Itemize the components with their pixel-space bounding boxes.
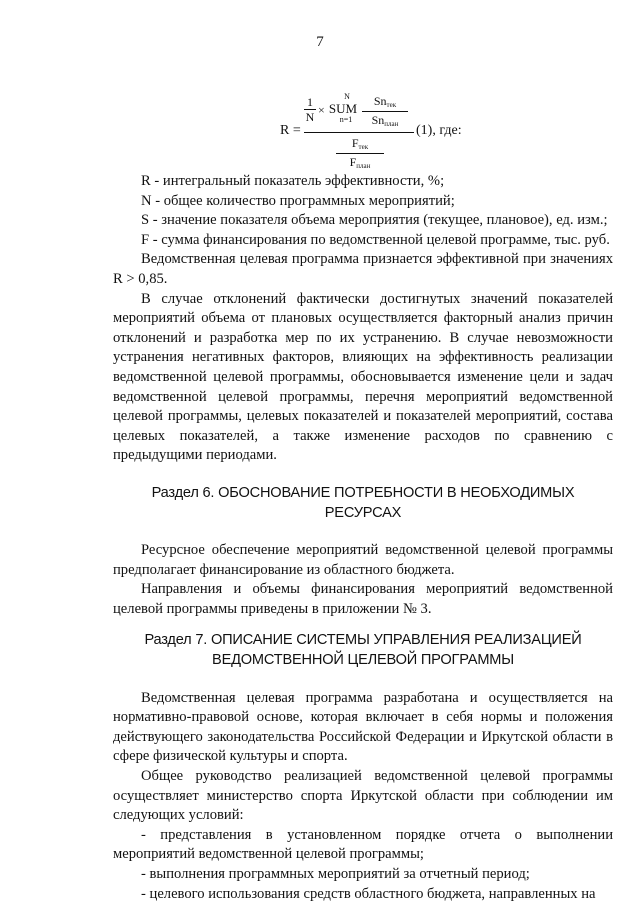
section-6-title: Раздел 6. ОБОСНОВАНИЕ ПОТРЕБНОСТИ В НЕОБХОДИМЫХ РЕСУРСАХ bbox=[151, 484, 575, 521]
definition-f: F - сумма финансирования по ведомственной целевой программе, тыс. руб. bbox=[141, 231, 610, 248]
formula-sum: N SUM n=1 bbox=[328, 92, 358, 124]
list-item: - целевого использования средств областного бюджета, направленных на bbox=[141, 885, 596, 902]
formula-lhs: R = bbox=[280, 123, 301, 138]
definition-n: N - общее количество программных мероприятий; bbox=[141, 192, 455, 209]
section-6-paragraph-1: Ресурсное обеспечение мероприятий ведомственной целевой программы предполагает финансирование из областного бюджета. bbox=[113, 542, 613, 578]
formula-main-fraction bbox=[304, 92, 414, 172]
formula-sn-fraction: $Sn_{тек}$ $Sn_{план}$ bbox=[362, 95, 408, 128]
formula-times: × bbox=[318, 103, 325, 117]
section-7-title: Раздел 7. ОПИСАНИЕ СИСТЕМЫ УПРАВЛЕНИЯ РЕАЛИЗАЦИЕЙ ВЕДОМСТВЕННОЙ ЦЕЛЕВОЙ ПРОГРАММЫ bbox=[144, 632, 582, 669]
definition-r: R - интегральный показатель эффективности, %; bbox=[141, 173, 445, 189]
body-text bbox=[113, 172, 613, 904]
paragraph-effective: Ведомственная целевая программа признается эффективной при значениях R > 0,85. bbox=[113, 251, 613, 287]
section-6-paragraph-2: Направления и объемы финансирования мероприятий ведомственной целевой программы приведены в приложении № 3. bbox=[113, 581, 613, 617]
formula-one-over-n: 1 N bbox=[305, 95, 315, 124]
paragraph-deviation: В случае отклонений фактически достигнутых значений показателей мероприятий объема от плановых осуществляется факторный анализ причин отклонений и разработка мер по их устранению. В случае невозможности устранения негативных факторов, влияющих на эффективность реализации ведомственной целевой программы, обосновывается изменение цели и задач ведомственной целевой программы, перечня мероприятий ведомственной целевой программы, целевых показателей и показателей мероприятий, состава целевых показателей, а также изменение расходов по сравнению с предыдущими периодами. bbox=[113, 290, 613, 464]
formula-fraction-line bbox=[304, 132, 414, 133]
list-item: - представления в установленном порядке отчета о выполнении мероприятий ведомственной целевой программы; bbox=[113, 826, 613, 863]
definition-s: S - значение показателя объема мероприятия (текущее, плановое), ед. изм.; bbox=[141, 212, 608, 229]
list-item: - выполнения программных мероприятий за отчетный период; bbox=[141, 866, 530, 882]
formula-denominator: $F_{тек}$ $F_{план}$ bbox=[330, 137, 390, 170]
formula-rhs: (1), где: bbox=[416, 123, 462, 138]
section-7-paragraph-2: Общее руководство реализацией ведомственной целевой программы осуществляет министерство спорта Иркутской области при соблюдении им следующих условий: bbox=[113, 768, 613, 824]
section-7-paragraph-1: Ведомственная целевая программа разработана и осуществляется на нормативно-правовой основе, которая включает в себя нормы и положения действующего законодательства Российской Федерации и Иркутской области в сфере физической культуры и спорта. bbox=[113, 689, 613, 765]
page-number: 7 bbox=[316, 34, 324, 50]
formula-numerator bbox=[304, 92, 414, 130]
